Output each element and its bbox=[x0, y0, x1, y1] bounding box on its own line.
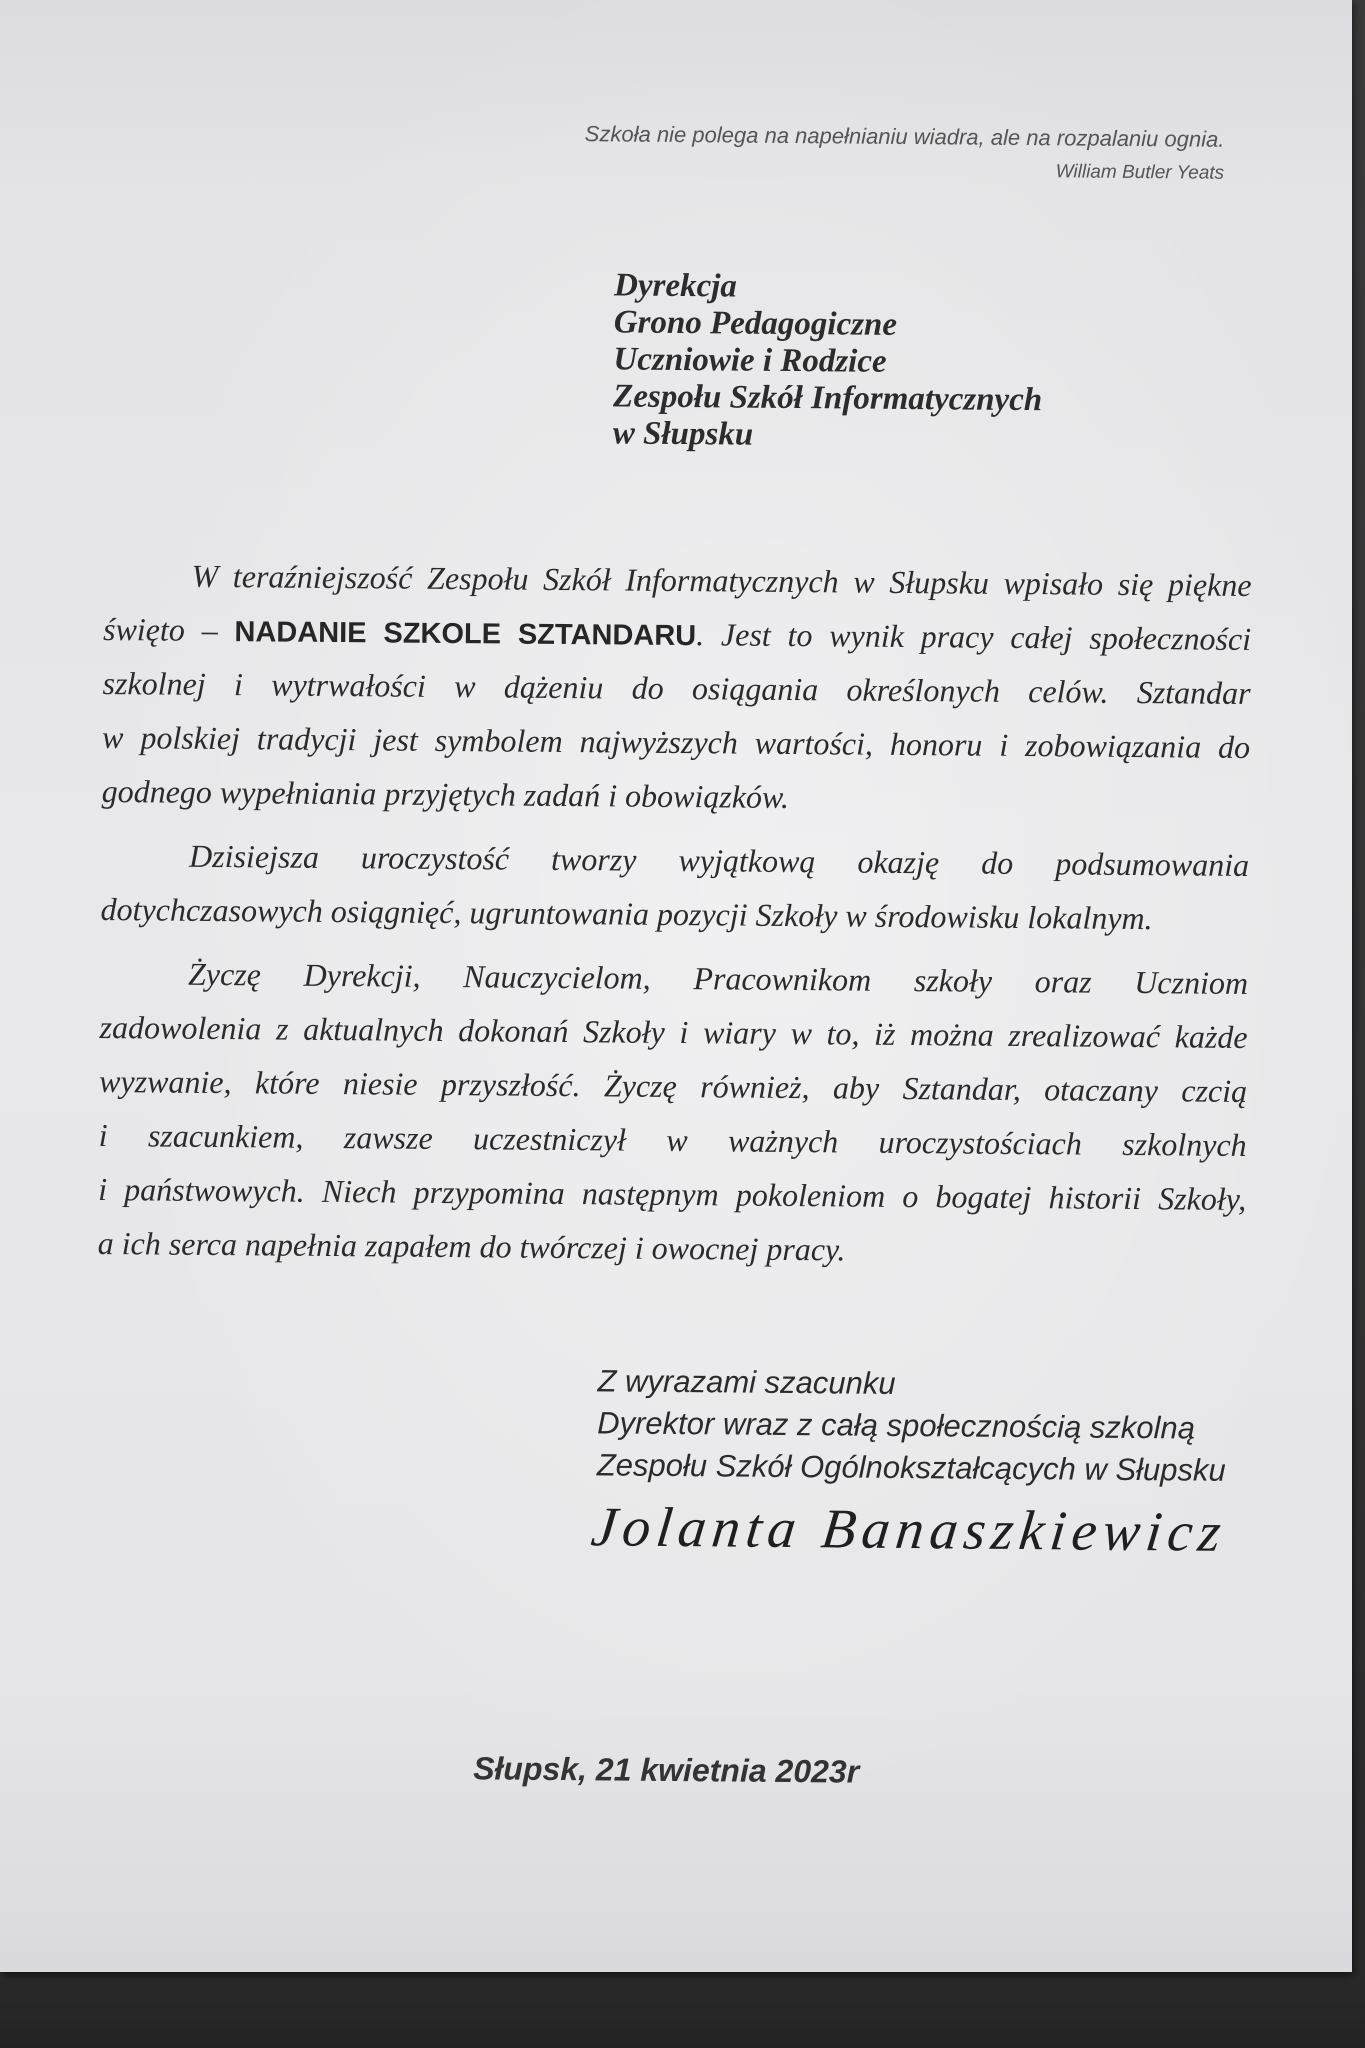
body-line: i szacunkiem, zawsze uczestniczył w ważnych uroczystościach szkolnych bbox=[98, 1116, 1247, 1163]
body-line: Życzę Dyrekcji, Nauczycielom, Pracownikom szkoły oraz Uczniom bbox=[187, 955, 1249, 1001]
body-line: dotychczasowych osiągnięć, ugruntowania pozycji Szkoły w środowisku lokalnym. bbox=[100, 890, 1153, 937]
closing-block bbox=[597, 1360, 1227, 1491]
body-line: Dzisiejsza uroczystość tworzy wyjątkową okazję do podsumowania bbox=[188, 837, 1250, 883]
place-and-date: Słupsk, 21 kwietnia 2023r bbox=[473, 1750, 860, 1790]
closing-line: Z wyrazami szacunku bbox=[597, 1363, 896, 1401]
addressee-line: Uczniowie i Rodzice bbox=[613, 341, 887, 380]
body-line-segment: . Jest to wynik pracy całej społeczności bbox=[696, 616, 1252, 658]
epigraph-quote: Szkoła nie polega na napełnianiu wiadra, ale na rozpalaniu ognia. bbox=[584, 121, 1225, 152]
emphasized-phrase: NADANIE SZKOLE SZTANDARU bbox=[234, 616, 697, 653]
body-line bbox=[103, 602, 1251, 666]
epigraph-author: William Butler Yeats bbox=[1055, 161, 1225, 184]
body-line: szkolnej i wytrwałości w dążeniu do osiągania określonych celów. Sztandar bbox=[102, 664, 1251, 712]
letter-body bbox=[97, 548, 1251, 1280]
body-paragraph bbox=[97, 946, 1248, 1280]
addressee-line: Grono Pedagogiczne bbox=[613, 304, 898, 343]
addressee-line: w Słupsku bbox=[612, 415, 754, 453]
body-paragraph bbox=[100, 828, 1249, 946]
body-paragraph bbox=[101, 548, 1251, 828]
closing-line: Zespołu Szkół Ogólnokształcących w Słupsku bbox=[596, 1447, 1226, 1488]
addressee-line: Zespołu Szkół Informatycznych bbox=[612, 378, 1043, 419]
body-line: zadowolenia z aktualnych dokonań Szkoły i wiary w to, iż można zrealizować każde bbox=[99, 1008, 1248, 1055]
handwritten-signature: Jolanta Banaszkiewicz bbox=[588, 1496, 1230, 1564]
addressee-line: Dyrekcja bbox=[613, 267, 738, 305]
body-line: W teraźniejszość Zespołu Szkół Informatycznych w Słupsku wpisało się piękne bbox=[191, 557, 1252, 604]
body-line-segment: święto – bbox=[102, 610, 218, 648]
body-line: a ich serca napełnia zapałem do twórczej i owocnej pracy. bbox=[97, 1224, 846, 1268]
epigraph bbox=[584, 120, 1224, 186]
addressee-block bbox=[613, 267, 1044, 456]
body-line: i państwowych. Niech przypomina następnym pokoleniom o bogatej historii Szkoły, bbox=[98, 1170, 1247, 1217]
body-line: w polskiej tradycji jest symbolem najwyższych wartości, honoru i zobowiązania do bbox=[101, 718, 1251, 766]
body-line: wyzwanie, które niesie przyszłość. Życzę również, aby Sztandar, otaczany czcią bbox=[98, 1062, 1248, 1109]
body-line: godnego wypełniania przyjętych zadań i obowiązków. bbox=[101, 772, 790, 815]
closing-line: Dyrektor wraz z całą społecznością szkolną bbox=[597, 1405, 1196, 1446]
